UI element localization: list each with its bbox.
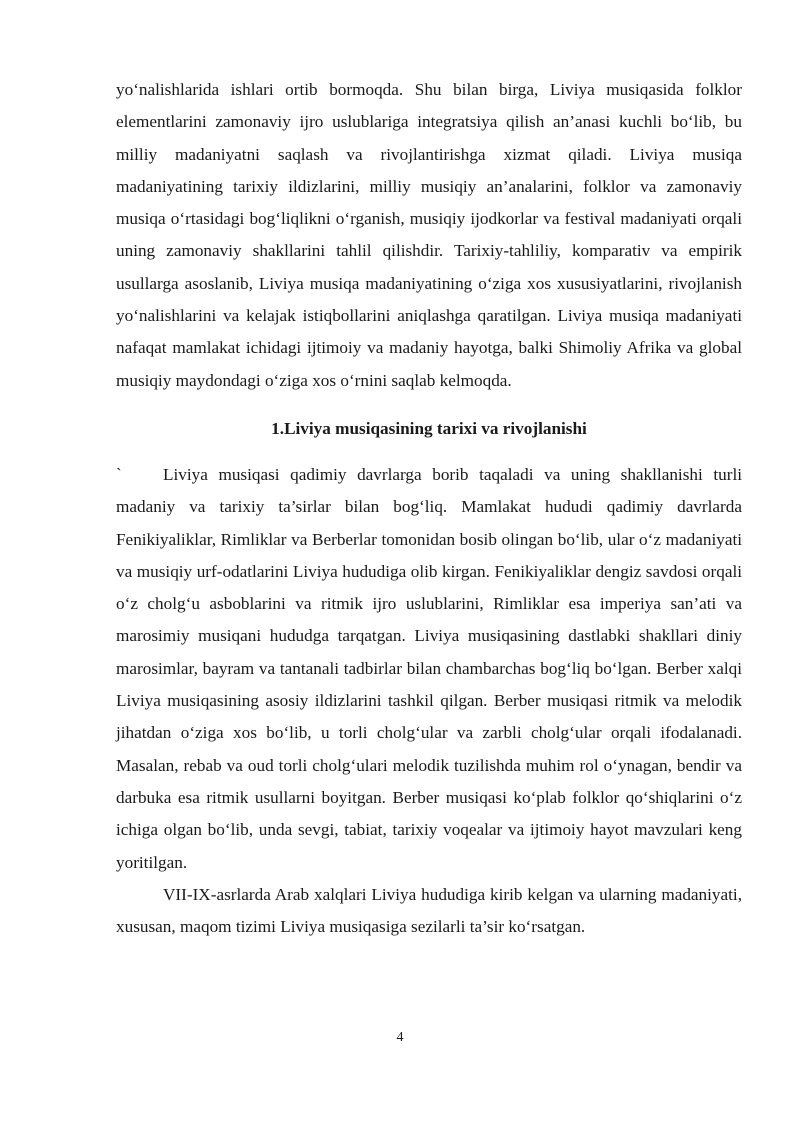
body-paragraph: yoʻnalishlarida ishlari ortib bormoqda. Shu bilan birga, Liviya musiqasida folklor elementlarini zamonaviy ijro uslublariga integratsiya qilish an’anasi kuchli boʻlib, bu milliy madaniyatni saqlash va rivojlantirishga xizmat qiladi. Liviya musiqa madaniyatining tarixiy ildizlarini, milliy musiqiy an’analarini, folklor va zamonaviy musiqa oʻrtasidagi bogʻliqlikni oʻrganish, musiqiy ijodkorlar va festival madaniyati orqali uning zamonaviy shakllarini tahlil qilishdir. Tarixiy-tahliliy, komparativ va empirik usullarga asoslanib, Liviya musiqa madaniyatining oʻziga xos xususiyatlarini, rivojlanish yoʻnalishlarini va kelajak istiqbollarini aniqlashga qaratilgan. Liviya musiqa madaniyati nafaqat mamlakat ichidagi ijtimoiy va madaniy hayotga, balki Shimoliy Afrika va global musiqiy maydondagi oʻziga xos oʻrnini saqlab kelmoqda. — [116, 80, 742, 390]
page-number: 4 — [396, 1030, 404, 1045]
document-page — [116, 74, 742, 943]
stray-mark: ` — [116, 464, 122, 484]
section-heading: 1.Liviya musiqasining tarixi va rivojlanishi — [271, 418, 587, 438]
body-paragraph: Liviya musiqasi qadimiy davrlarga borib taqaladi va uning shakllanishi turli madaniy va tarixiy ta’sirlar bilan bogʻliq. Mamlakat hududi qadimiy davrlarda Fenikiyaliklar, Rimliklar va Berberlar tomonidan bosib olingan boʻlib, ular oʻz madaniyati va musiqiy urf-odatlarini Liviya hududiga olib kirgan. Fenikiyaliklar dengiz savdosi orqali oʻz cholgʻu asboblarini va ritmik ijro uslublarini, Rimliklar esa imperiya san’ati va marosimiy musiqani hududga tarqatgan. Liviya musiqasining dastlabki shakllari diniy marosimlar, bayram va tantanali tadbirlar bilan chambarchas bogʻliq boʻlgan. Berber xalqi Liviya musiqasining asosiy ildizlarini tashkil qilgan. Berber musiqasi ritmik va melodik jihatdan oʻziga xos boʻlib, u torli cholgʻular va zarbli cholgʻular orqali ifodalanadi. Masalan, rebab va oud torli cholgʻulari melodik tuzilishda muhim rol oʻynagan, bendir va darbuka esa ritmik usullarni boyitgan. Berber musiqasi koʻplab folklor qoʻshiqlarini oʻz ichiga olgan boʻlib, unda sevgi, tabiat, tarixiy voqealar va ijtimoiy hayot mavzulari keng yoritilgan. — [116, 464, 742, 872]
body-paragraph: VII-IX-asrlarda Arab xalqlari Liviya hududiga kirib kelgan va ularning madaniyati, xususan, maqom tizimi Liviya musiqasiga sezilarli ta’sir koʻrsatgan. — [116, 884, 742, 937]
paragraph-block — [116, 459, 742, 879]
